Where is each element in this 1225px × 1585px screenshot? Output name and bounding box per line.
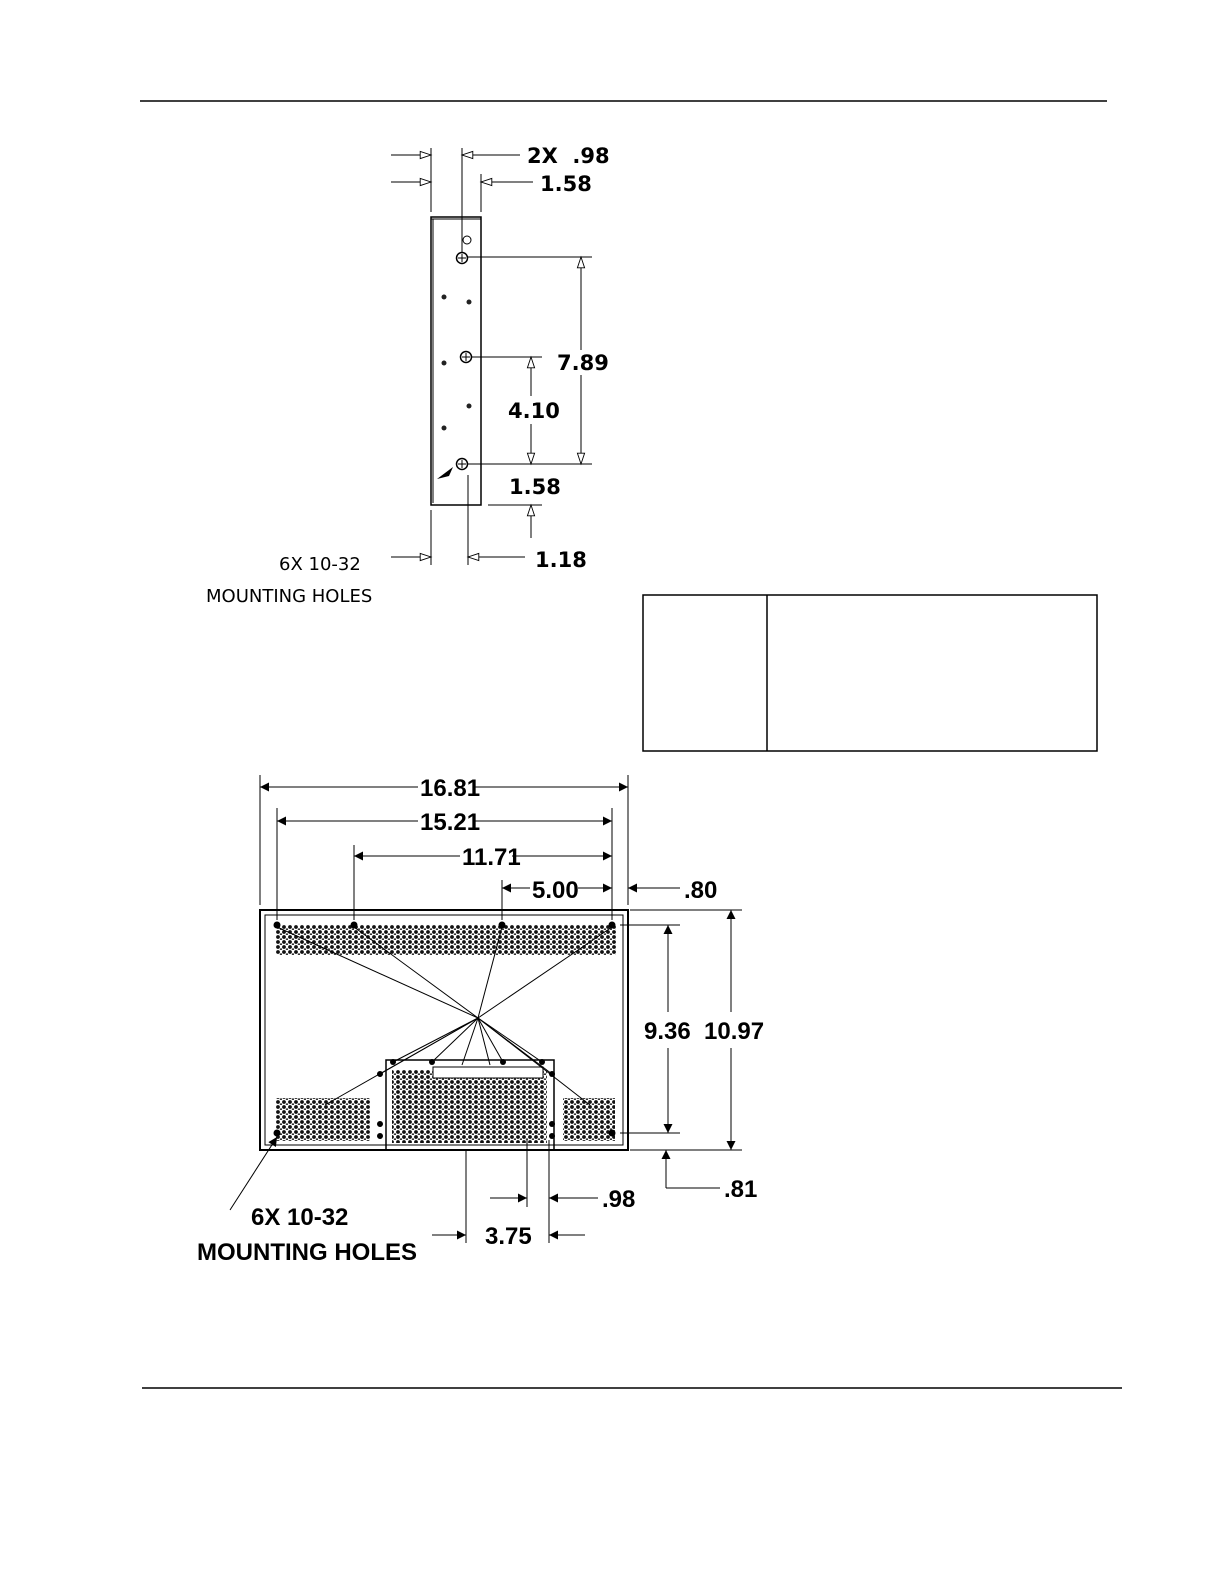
dim-edge-offset: .80 xyxy=(684,877,718,904)
dim-hole-span: 7.89 xyxy=(557,351,609,375)
dim-plate-center: 3.75 xyxy=(485,1223,532,1250)
dim-bottom-offset: 1.58 xyxy=(509,475,561,499)
dim-overall-width: 16.81 xyxy=(420,775,481,802)
dim-hole-pitch: 4.10 xyxy=(508,399,560,423)
center-vent-grille xyxy=(392,1070,547,1143)
rear-note-thread: 6X 10-32 xyxy=(251,1204,349,1231)
rear-note-label: MOUNTING HOLES xyxy=(197,1239,417,1266)
top-vent-grille xyxy=(276,925,616,955)
dim-inner-hole-span: 11.71 xyxy=(462,844,521,871)
dim-depth: 1.18 xyxy=(535,548,587,572)
side-view xyxy=(206,144,610,607)
title-box xyxy=(643,595,1097,751)
dim-bottom-edge-offset: .81 xyxy=(724,1176,758,1203)
dim-hole-vertical-span: 9.36 xyxy=(644,1018,691,1045)
leader-pointer-icon xyxy=(437,467,453,479)
dim-overall-height: 10.97 xyxy=(704,1018,765,1045)
rear-view xyxy=(197,775,764,1266)
side-note-thread: 6X 10-32 xyxy=(279,554,361,575)
left-vent-grille xyxy=(276,1098,370,1141)
dim-plate-offset: .98 xyxy=(602,1186,636,1213)
dim-center-offset: 5.00 xyxy=(532,877,579,904)
mounting-screw-icon xyxy=(457,253,468,264)
dim-top-offset: 1.58 xyxy=(540,172,592,196)
dim-outer-hole-span: 15.21 xyxy=(420,809,481,836)
dim-hole-setback: 2X .98 xyxy=(527,144,610,168)
side-note-label: MOUNTING HOLES xyxy=(206,586,373,607)
mounting-screw-icon xyxy=(461,352,472,363)
side-view-body xyxy=(431,217,481,505)
mounting-screw-icon xyxy=(457,459,468,470)
mounting-hole-icon xyxy=(463,236,471,244)
